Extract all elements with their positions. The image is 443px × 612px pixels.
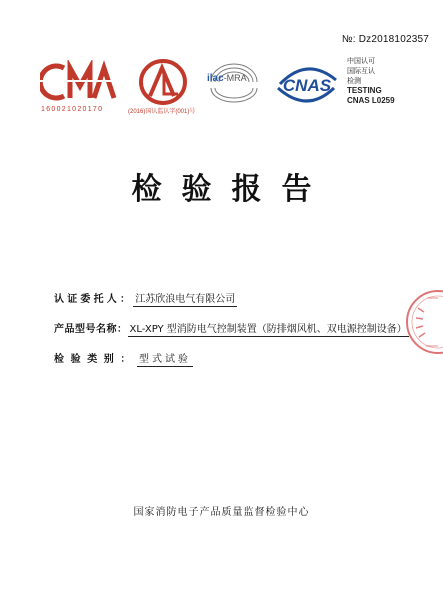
client-value: 江苏欣浪电气有限公司 [133, 290, 237, 307]
test-type-row [54, 350, 193, 367]
client-label: 认证委托人： [54, 294, 134, 305]
ilac-text: ilac [207, 73, 224, 84]
cnas-logo-text: CNAS [282, 76, 332, 95]
cma-logo [40, 60, 118, 108]
client-row [54, 290, 237, 307]
product-value: XL-XPY 型消防电气控制装置（防排烟风机、双电源控制设备） [128, 320, 409, 337]
product-row [54, 320, 409, 337]
ilac-mra-text [207, 73, 247, 84]
cnas-text [347, 56, 395, 106]
cma-code: 160021020170 [41, 106, 104, 113]
mra-text: -MRA [223, 73, 247, 83]
cnas-logo [272, 62, 342, 110]
page-title: 检验报告 [131, 172, 332, 207]
cal-code: (2016)国认监认字(001)号 [128, 109, 196, 115]
test-type-label: 检验类别： [54, 354, 137, 365]
product-label: 产品型号名称： [54, 324, 128, 335]
cnas-line-5: CNAS L0259 [347, 96, 395, 105]
report-number: №: Dz2018102357 [341, 34, 429, 45]
cnas-line-2: 国际互认 [347, 67, 375, 75]
ilac-mra-logo [205, 60, 263, 108]
cnas-line-4: TESTING [347, 86, 382, 95]
test-type-value: 型式试验 [137, 350, 193, 367]
issuer-name: 国家消防电子产品质量监督检验中心 [133, 507, 310, 518]
cnas-line-1: 中国认可 [347, 57, 375, 65]
official-seal [404, 288, 443, 356]
cal-logo [138, 58, 188, 110]
cnas-line-3: 检测 [347, 77, 361, 85]
